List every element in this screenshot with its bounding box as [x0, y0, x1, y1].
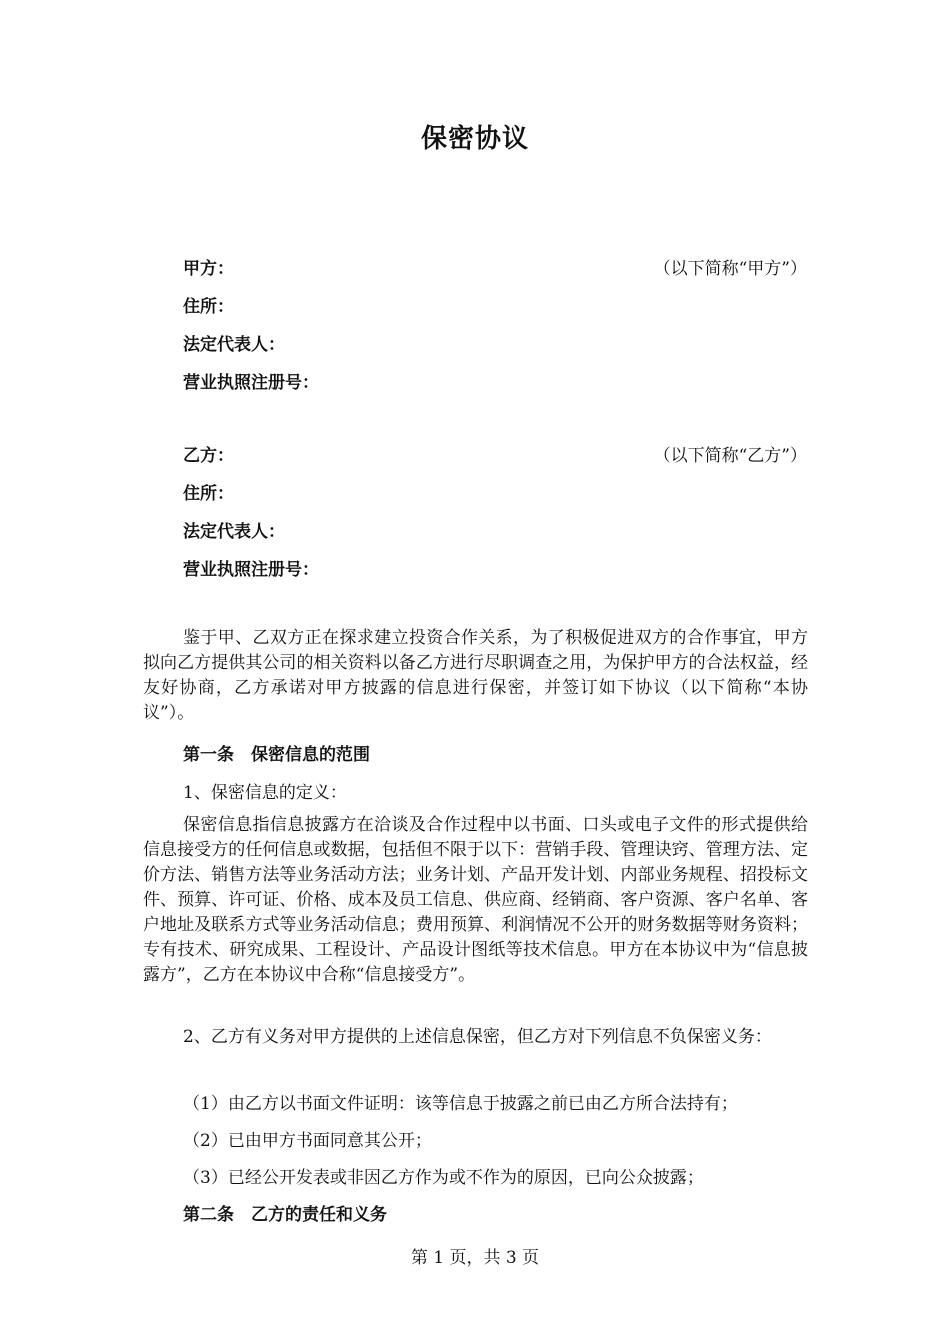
- party-b-name-note: （以下简称“乙方”）: [653, 446, 807, 466]
- article-1-heading: 第一条 保密信息的范围: [183, 745, 370, 765]
- party-a-address-label: 住所：: [183, 297, 234, 317]
- party-a-name-note: （以下简称“甲方”）: [653, 259, 807, 279]
- article-1-item-2-body: 2、乙方有义务对甲方提供的上述信息保密，但乙方对下列信息不负保密义务：: [183, 1027, 772, 1047]
- party-a-rep-label: 法定代表人：: [183, 335, 285, 355]
- article-1-sub-item-3: （3）已经公开发表或非因乙方作为或不作为的原因，已向公众披露；: [183, 1168, 704, 1188]
- party-b-name-label: 乙方：: [183, 446, 234, 466]
- party-a-name-label: 甲方：: [183, 259, 234, 279]
- party-a-license-label: 营业执照注册号：: [183, 373, 319, 393]
- page-number-footer: 第 1 页，共 3 页: [410, 1248, 540, 1268]
- party-b-license-label: 营业执照注册号：: [183, 560, 319, 580]
- document-title: 保密协议: [420, 124, 529, 154]
- article-1-item-1-body: 保密信息指信息披露方在洽谈及合作过程中以书面、口头或电子文件的形式提供给信息接受方的任何信息或数据，包括但不限于以下：营销手段、管理诀窍、管理方法、定价方法、销售方法等业务活动方法；业务计划、产品开发计划、内部业务规程、招投标文件、预算、许可证、价格、成本及员工信息、供应商、经销商、客户资源、客户名单、客户地址及联系方式等业务活动信息；费用预算、利润情况不公开的财务数据等财务资料；专有技术、研究成果、工程设计、产品设计图纸等技术信息。甲方在本协议中为“信息披露方”，乙方在本协议中合称“信息接受方”。: [143, 815, 808, 985]
- article-2-heading: 第二条 乙方的责任和义务: [183, 1205, 387, 1225]
- party-b-rep-label: 法定代表人：: [183, 522, 285, 542]
- article-1-sub-item-2: （2）已由甲方书面同意其公开；: [183, 1131, 432, 1151]
- article-1-sub-item-1: （1）由乙方以书面文件证明：该等信息于披露之前已由乙方所合法持有；: [183, 1094, 738, 1114]
- preamble-paragraph: 鉴于甲、乙双方正在探求建立投资合作关系，为了积极促进双方的合作事宜，甲方拟向乙方提供其公司的相关资料以备乙方进行尽职调查之用，为保护甲方的合法权益，经友好协商，乙方承诺对甲方披露的信息进行保密，并签订如下协议（以下简称“本协议”）。: [143, 628, 808, 723]
- party-b-address-label: 住所：: [183, 484, 234, 504]
- article-1-item-1-title: 1、保密信息的定义：: [183, 783, 347, 803]
